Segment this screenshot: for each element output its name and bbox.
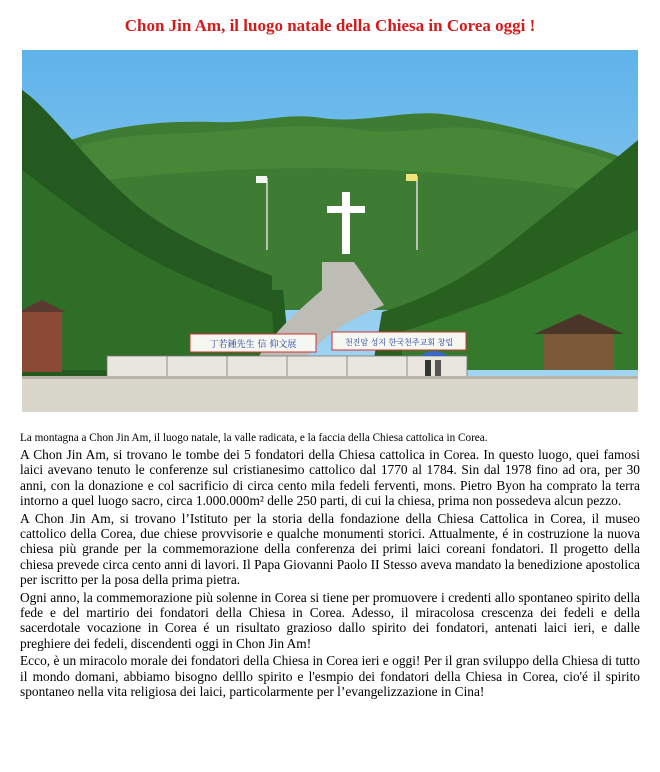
plaza <box>22 376 638 412</box>
svg-text:丁若鍾先生 信 仰文展: 丁若鍾先生 信 仰文展 <box>209 340 297 350</box>
right-pavilion <box>544 332 614 370</box>
paragraph: Ecco, è un miracolo morale dei fondatori della Chiesa in Corea ieri e oggi! Per il gran sviluppo della Chiesa di tutto il mondo domani, abbiamo bisogno delllo spirito e l'esmpio dei fondatori della Chiesa in Corea, cio'é il spirito spontaneo nella vita religiosa dei laici, particolarmente per l’evangelizzazione in Cina! <box>20 653 640 700</box>
left-building <box>22 312 62 372</box>
cross-horizontal <box>327 206 365 213</box>
svg-text:천진암 성지 한국천주교회 창립: 천진암 성지 한국천주교회 창립 <box>344 338 454 347</box>
page-title: Chon Jin Am, il luogo natale della Chiesa in Corea oggi ! <box>124 16 536 35</box>
photo-caption: La montagna a Chon Jin Am, il luogo natale, la valle radicata, e la faccia della Chiesa cattolica in Corea. <box>20 432 488 444</box>
paragraph: A Chon Jin Am, si trovano le tombe dei 5 fondatori della Chiesa cattolica in Corea. In questo luogo, quei famosi laici avevano tenuto le conferenze sul cristianesimo cattolico dal 1770 al 1784. Sin dal 1978 fino ad ora, per 30 anni, con la donazione e col sacrificio di circa cento mila fedeli ferventi, mons. Pietro Byon ha comprato la terra intorno a quel luogo sacro, circa 1.000.000m² delle 250 parti, di cui la chiesa, prima non possedeva alcun pezzo. <box>20 447 640 509</box>
paragraph: A Chon Jin Am, si trovano l’Istituto per la storia della fondazione della Chiesa Cattolica in Corea, il museo cattolico della Corea, due chiese provvisorie e qualche monumenti storici. Attualmente, é in costruzione la nuova chiesa più grande per la commemorazione della conferenza dei primi laici coreani fondatori. Il progetto della chiesa prevede circa cento anni di lavori. Il Papa Giovanni Paolo II Stesso aveva mandato la benedizione apostolica per iscritto per la posa della prima pietra. <box>20 510 640 588</box>
mountain-photo <box>22 50 638 412</box>
cross-vertical <box>342 192 350 254</box>
article-body <box>20 447 640 702</box>
paragraph: Ogni anno, la commemorazione più solenne in Corea si tiene per promuovere i credenti allo spontaneo spirito della fede e del martirio dei fondatori della Chiesa in Corea. Adesso, il miracolosa crescenza dei fedeli e della sacerdotale vocazione in Corea é un risultato grazioso dallo spirito dei fondatori, antenati laici ieri, e dalle preghiere dei fedeli, discendenti oggi in Chon Jin Am! <box>20 589 640 651</box>
